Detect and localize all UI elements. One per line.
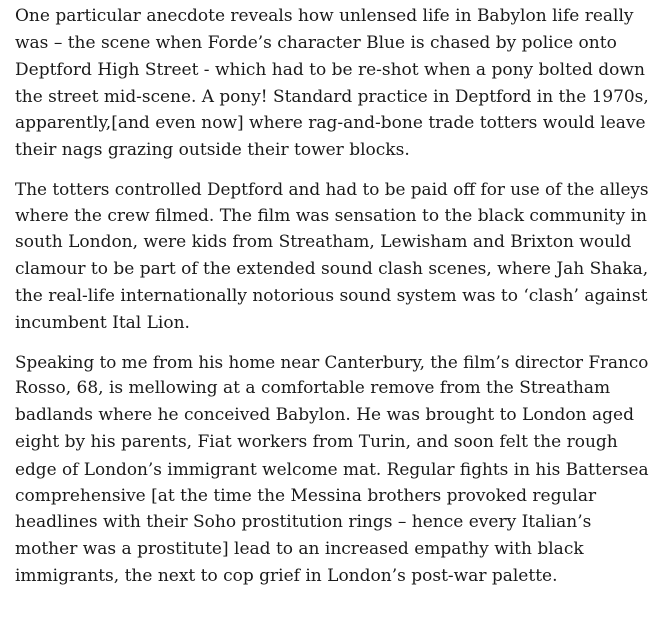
paragraph-2 xyxy=(15,176,651,337)
text-line: south London, were kids from Streatham, Lewisham and Brixton would xyxy=(15,232,632,253)
text-line: One particular anecdote reveals how unlensed life in Babylon life really xyxy=(15,6,634,26)
text-line: edge of London’s immigrant welcome mat. Regular fights in his Battersea xyxy=(15,458,649,479)
text-line: badlands where he conceived Babylon. He was brought to London aged xyxy=(15,405,634,426)
text-line: mother was a prostitute] lead to an increased empathy with black xyxy=(15,539,584,560)
paragraph-1 xyxy=(15,0,651,164)
text-line: the street mid-scene. A pony! Standard practice in Deptford in the 1970s, xyxy=(15,86,649,107)
text-line: eight by his parents, Fiat workers from Turin, and soon felt the rough xyxy=(15,431,618,452)
paragraph-3 xyxy=(15,349,651,590)
text-line: the real-life internationally notorious sound system was to ‘clash’ against xyxy=(15,285,648,306)
text-line: their nags grazing outside their tower blocks. xyxy=(15,139,410,160)
text-line: headlines with their Soho prostitution rings – hence every Italian’s xyxy=(15,512,592,533)
text-line: clamour to be part of the extended sound clash scenes, where Jah Shaka, xyxy=(15,259,649,280)
text-line: The totters controlled Deptford and had to be paid off for use of the alleys xyxy=(15,178,649,199)
text-line: comprehensive [at the time the Messina brothers provoked regular xyxy=(15,485,597,506)
text-line: was – the scene when Forde’s character Blue is chased by police onto xyxy=(15,32,617,53)
text-line: Rosso, 68, is mellowing at a comfortable remove from the Streatham xyxy=(15,378,611,399)
text-line: Deptford High Street - which had to be re-shot when a pony bolted down xyxy=(15,59,645,80)
text-line: incumbent Ital Lion. xyxy=(15,312,190,333)
text-line: immigrants, the next to cop grief in London’s post-war palette. xyxy=(15,565,558,586)
text-line: Speaking to me from his home near Canterbury, the film’s director Franco xyxy=(15,351,649,372)
text-line: where the crew filmed. The film was sensation to the black community in xyxy=(15,205,647,226)
text-line: apparently,[and even now] where rag-and-bone trade totters would leave xyxy=(15,113,646,134)
article-body xyxy=(15,0,651,602)
